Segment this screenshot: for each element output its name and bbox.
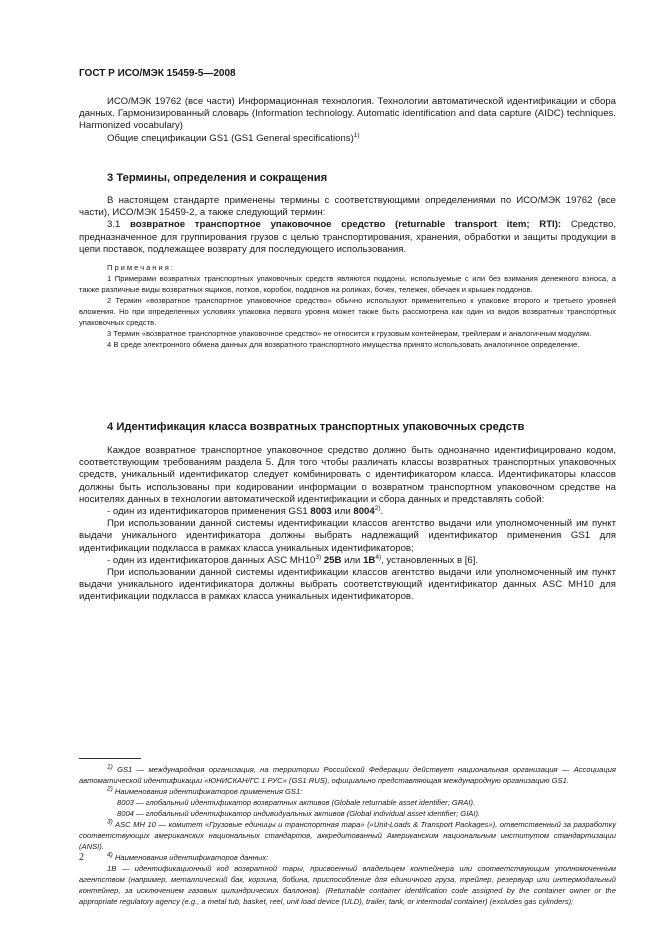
note-item: 1 Примерами возвратных транспортных упаковочных средств являются поддоны, используемые с или без взимания денежного взноса, а также различные виды возвратных ящиков, лотков, коробок, поддонов на роликах, бочек, тележек, обечаек и крышек поддонов.	[79, 274, 616, 294]
term-3-1: 3.1 возвратное транспортное упаковочное средство (returnable transport item; RTI): Средство, предназначенное для группирования грузов с целью транспортирования, хранения, обработки и защиты продукции в цепи поставок, подлежащее возврату для последующего использования.	[79, 219, 616, 255]
footnote-1: $^{1)}$ GS1 — международная организация, на территории Российской Федерации действует национальная организация — Ассоциация автоматической идентификации «ЮНИСКАН/ГС 1 РУС» (GS1 RUS), официально представляющая международную организацию GS1.	[79, 763, 616, 785]
bullet-gs1: - один из идентификаторов применения GS1 8003 или 8004$^{2)}$.	[107, 504, 384, 518]
footnote-4-item: 1B — идентификационный код возвратной тары, присвоенный владельцем контейнера или соответствующим уполномоченным агентством (например, металлический бак, корзина, бобина, приспособление для единичного груза, трейлер, резервуар или интермодальный контейнер, за исключением газовых цилиндрических баллонов). (Returnable container identification code assigned by the container owner or the appropriate regulatory agency (e.g., a metal tub, basket, reel, unit load device (ULD), trailer, tank, or intermodal container) (excludes gas cylinders);	[79, 864, 616, 906]
note-item: 2 Термин «возвратное транспортное упаковочное средство» обычно используют применительно к упаковке второго и третьего уровней вложения. Но при определенных условиях упаковка первого уровня может также быть рассмотрена как один из видов возвратных транспортных упаковочных средств.	[79, 296, 616, 327]
section-3-body	[79, 195, 616, 256]
note-item: 3 Термин «возвратное транспортное упаковочное средство» не относится к грузовым контейнерам, трейлерам и аналогичным модулям.	[107, 329, 592, 338]
section-3-notes	[79, 262, 616, 350]
footnote-2-item: 8003 — глобальный идентификатор возвратных активов (Globale returnable asset identifier; GRAI).	[117, 798, 476, 807]
footnote-2-item: 8004 — глобальный идентификатор индивидуальных активов (Global individual asset identifier; GIAI).	[117, 809, 481, 818]
reference-iso-19762: ИСО/МЭК 19762 (все части) Информационная технология. Технологии автоматической идентификации и сбора данных. Гармонизированный словарь (Information technology. Automatic identification and data capture (AIDC) techniques. Harmonized vocabulary)	[79, 96, 616, 132]
section-3-title: 3 Термины, определения и сокращения	[107, 172, 328, 184]
page-number: 2	[79, 852, 84, 863]
notes-label: Примечания:	[107, 263, 175, 272]
section-4-title: 4 Идентификация класса возвратных транспортных упаковочных средств	[107, 421, 525, 433]
section-4-para-2: При использовании данной системы идентификации классов агентство выдачи или уполномоченный им пункт выдачи уникального идентификатора должны выбрать надлежащий идентификатор применения GS1 для идентификации подкласса в рамках класса уникальных идентификаторов;	[79, 518, 616, 554]
footnotes	[79, 764, 616, 907]
note-item: 4 В среде электронного обмена данных для возвратного транспортного имущества принято использовать аналогичное определение.	[107, 340, 580, 349]
section-4-body	[79, 445, 616, 604]
document-header: ГОСТ Р ИСО/МЭК 15459-5—2008	[79, 68, 236, 79]
reference-gs1: Общие спецификации GS1 (GS1 General specifications)$^{1)}$	[107, 131, 360, 144]
footnote-ref: 1)	[353, 131, 360, 139]
footnote-3: $^{3)}$ ASC MH 10 — комитет «Грузовые единицы и транспортная тара» («Unit-Loads & Transport Packages»), ответственный за разработку соответствующих американских национальных стандартов, аккредитованный Американским национальным институтом стандартизации (ANSI).	[79, 818, 616, 851]
section-4-para-3: При использовании данной системы идентификации классов агентство выдачи или уполномоченный им пункт выдачи уникального идентификатора должны выбрать соответствующий идентификатор данных ASC MH10 для идентификации подкласса в рамках класса уникальных идентификаторов.	[79, 567, 616, 603]
footnote-2: $^{2)}$ Наименования идентификаторов применения GS1:	[107, 785, 303, 796]
section-3-intro: В настоящем стандарте применены термины с соответствующими определениями по ИСО/МЭК 19762 (все части), ИСО/МЭК 15459-2, а также следующий термин:	[79, 195, 616, 219]
section-4-para-1: Каждое возвратное транспортное упаковочное средство должно быть однозначно идентифицировано кодом, соответствующим требованиям раздела 5. Для того чтобы различать классы возвратных транспортных упаковочных средств, уникальный идентификатор следует комбинировать с идентификатором класса. Идентификаторы классов должны быть использованы при кодировании информации о возвратном транспортном упаковочном средстве на носителях данных в технологии автоматической идентификации и сбора данных и представлять собой:	[79, 445, 616, 505]
footnote-4: $^{4)}$ Наименования идентификаторов данных:	[107, 851, 269, 862]
references-block	[79, 96, 616, 145]
bullet-asc: - один из идентификаторов данных ASC MH10$^{3)}$ 25B или $1B^{4)}$, установленных в [6].	[107, 553, 479, 566]
footnote-separator	[79, 758, 141, 759]
